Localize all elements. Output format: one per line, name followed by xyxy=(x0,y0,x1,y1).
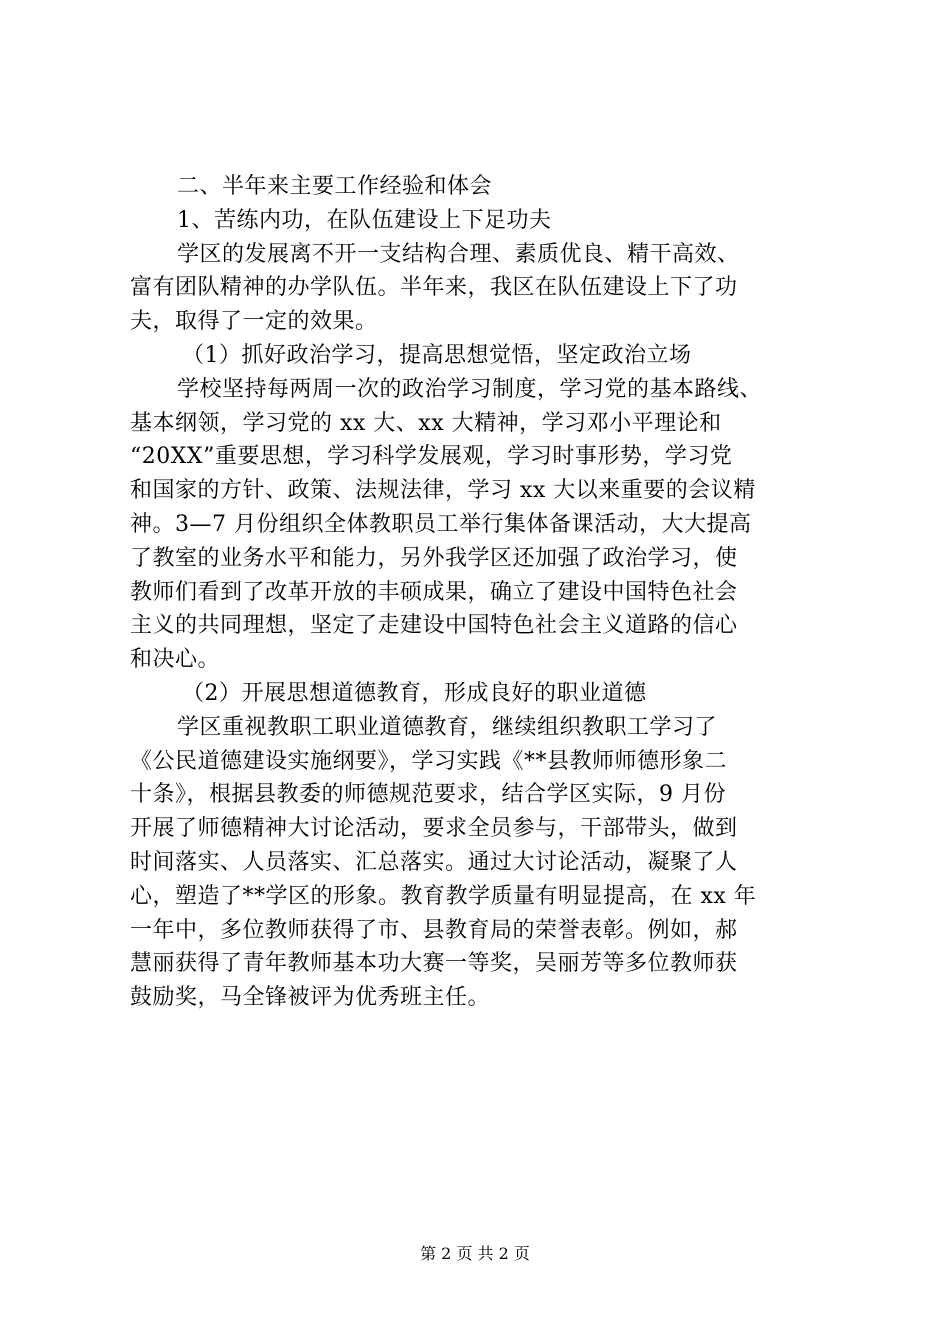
paragraph-line: 学校坚持每两周一次的政治学习制度，学习党的基本路线、 xyxy=(177,376,763,402)
paragraph-line: 富有团队精神的办学队伍。半年来，我区在队伍建设上下了功 xyxy=(130,275,738,301)
paragraph-line: 学区的发展离不开一支结构合理、素质优良、精干高效、 xyxy=(177,241,740,267)
item-heading: （1）抓好政治学习，提高思想觉悟，坚定政治立场 xyxy=(182,342,692,368)
section-heading: 二、半年来主要工作经验和体会 xyxy=(177,174,493,199)
paragraph-line: 时间落实、人员落实、汇总落实。通过大讨论活动，凝聚了人 xyxy=(130,849,738,875)
paragraph-line: 教师们看到了改革开放的丰硕成果，确立了建设中国特色社会 xyxy=(130,579,738,605)
paragraph-line: 了教室的业务水平和能力，另外我学区还加强了政治学习，使 xyxy=(130,545,738,571)
paragraph-line: 基本纲领，学习党的 xx 大、xx 大精神，学习邓小平理论和 xyxy=(130,410,722,436)
subsection-heading: 1、苦练内功，在队伍建设上下足功夫 xyxy=(177,207,552,233)
document-body xyxy=(130,170,830,1015)
paragraph-line: 学区重视教职工职业道德教育，继续组织教职工学习了 xyxy=(177,714,718,740)
paragraph-line: 开展了师德精神大讨论活动，要求全员参与，干部带头，做到 xyxy=(130,816,738,842)
paragraph-line: 心，塑造了**学区的形象。教育教学质量有明显提高，在 xx 年 xyxy=(130,883,757,909)
paragraph-line: 十条》，根据县教委的师德规范要求，结合学区实际，9 月份 xyxy=(130,782,726,808)
paragraph-line: 一年中，多位教师获得了市、县教育局的荣誉表彰。例如，郝 xyxy=(130,917,738,943)
paragraph-line: 神。3—7 月份组织全体教职员工举行集体备课活动，大大提高 xyxy=(130,511,752,537)
paragraph-line: 和决心。 xyxy=(130,647,221,673)
paragraph-line: 和国家的方针、政策、法规法律，学习 xx 大以来重要的会议精 xyxy=(130,478,756,504)
item-heading: （2）开展思想道德教育，形成良好的职业道德 xyxy=(182,680,647,706)
paragraph-line: 鼓励奖，马全锋被评为优秀班主任。 xyxy=(130,985,491,1011)
paragraph-line: 主义的共同理想，坚定了走建设中国特色社会主义道路的信心 xyxy=(130,613,738,639)
page-number-footer: 第 2 页 共 2 页 xyxy=(420,1244,530,1263)
paragraph-line: 《公民道德建设实施纲要》，学习实践《**县教师师德形象二 xyxy=(130,748,728,774)
paragraph-line: 夫，取得了一定的效果。 xyxy=(130,309,378,335)
paragraph-line: 慧丽获得了青年教师基本功大赛一等奖，吴丽芳等多位教师获 xyxy=(130,951,738,977)
paragraph-line: “20XX”重要思想，学习科学发展观，学习时事形势，学习党 xyxy=(130,444,733,470)
